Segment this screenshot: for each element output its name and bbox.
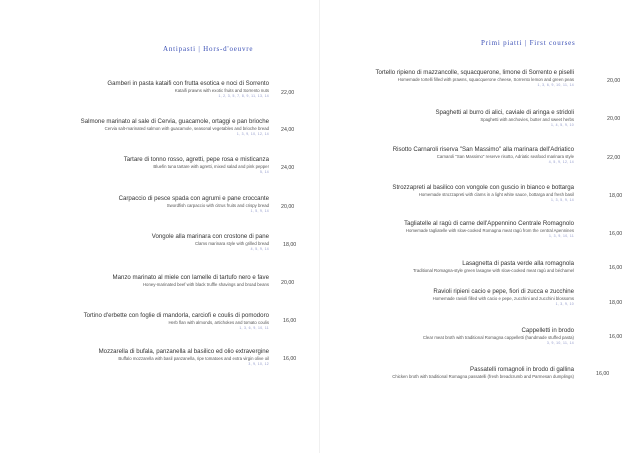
dish-price: 20,00 (281, 204, 295, 210)
dish-name: Passatelli romagnoli in brodo di gallina (470, 366, 574, 373)
dish-price: 24,00 (281, 127, 295, 133)
dish-price: 16,00 (283, 356, 297, 362)
dish-allergens: 1, 3, 9, 10 (555, 302, 574, 306)
dish-translation: Kataifi prawns with exotic fruits and Sorrento nuts (174, 88, 269, 93)
dish-price: 20,00 (607, 78, 621, 84)
dish-name: Tagliatelle al ragù di carne dell'Appennino Centrale Romagnolo (404, 220, 574, 227)
page-divider (319, 0, 320, 453)
menu-item (404, 220, 574, 239)
dish-allergens: 1, 3, 9, 10, 12, 14 (236, 132, 269, 136)
dish-name: Tortino d'erbette con foglie di mandorla, carciofi e coulis di pomodoro (83, 312, 269, 319)
dish-translation: Chicken broth with traditional Romagna passatelli (fresh breadcrumb and Parmesan dumplings) (392, 374, 574, 379)
dish-name: Mozzarella di bufala, panzanella al basilico ed olio extravergine (98, 348, 269, 355)
section-title-primi: Primi piatti | First courses (481, 39, 576, 47)
dish-allergens: 1, 3, 6, 9, 10, 11, 14 (537, 83, 574, 87)
menu-item (376, 69, 575, 88)
menu-item (433, 288, 574, 307)
dish-translation: Clear meat broth with traditional Romagna cappelletti (handmade stuffed pasta) (422, 335, 574, 340)
dish-allergens: 1, 3, 6, 9, 10, 11 (239, 326, 269, 330)
dish-translation: Herb flan with almonds, artichokes and tomato coulis (168, 320, 269, 325)
dish-price: 16,00 (283, 318, 297, 324)
dish-allergens: 1, 5, 9, 14 (250, 209, 269, 213)
dish-translation: Homemade tortelli filled with prawns, squacquerone cheese, Sorrento lemon and green peas (397, 77, 574, 82)
dish-allergens: 3, 9, 10, 11, 14 (546, 341, 574, 345)
dish-translation: Carnaroli "San Massimo" reserve risotto, Adriatic seafood marinara style (436, 154, 574, 159)
dish-translation: Buffalo mozzarella with basil panzanella, ripe tomatoes and extra virgin olive oil (118, 356, 269, 361)
dish-name: Cappelletti in brodo (521, 327, 574, 334)
dish-translation: Bluefin tuna tartare with agretti, mixed salad and pink pepper (153, 164, 269, 169)
dish-price: 18,00 (609, 193, 623, 199)
dish-translation: Clams marinara style with grilled bread (194, 241, 269, 246)
dish-price: 20,00 (281, 280, 295, 286)
menu-item (107, 80, 269, 99)
dish-allergens: 1, 2, 3, 5, 7, 8, 9, 11, 13, 14 (218, 94, 269, 98)
dish-name: Salmone marinato al sale di Cervia, guacamole, ortaggi e pan brioche (80, 118, 269, 125)
dish-name: Vongole alla marinara con crostone di pane (151, 233, 269, 240)
dish-price: 16,00 (609, 334, 623, 340)
dish-allergens: 4, 5, 9, 12, 14 (548, 160, 574, 164)
dish-allergens: 5, 14 (259, 170, 269, 174)
dish-name: Tartare di tonno rosso, agretti, pepe rosa e misticanza (123, 156, 269, 163)
dish-name: Risotto Carnaroli riserva "San Massimo" alla marinara dell'Adriatico (392, 146, 574, 153)
dish-translation: Honey-marinated beef with black truffle shavings and broad beans (142, 282, 269, 287)
dish-price: 24,00 (281, 165, 295, 171)
dish-name: Ravioli ripieni cacio e pepe, fiori di zucca e zucchine (433, 288, 574, 295)
menu-item (84, 312, 269, 331)
dish-name: Spaghetti al burro di alici, caviale di aringa e stridoli (435, 109, 574, 116)
dish-price: 22,00 (281, 90, 295, 96)
dish-name: Carpaccio di pesce spada con agrumi e pane croccante (118, 195, 269, 202)
dish-price: 16,00 (596, 371, 610, 377)
dish-translation: Homemade ravioli filled with cacio e pepe, zucchini and zucchini blossoms (432, 296, 574, 301)
menu-item (392, 366, 574, 380)
dish-name: Tortello ripieno di mazzancolle, squacquerone, limone di Sorrento e piselli (375, 69, 574, 76)
menu-item (413, 260, 574, 274)
dish-allergens: 1, 4, 5, 9, 10 (550, 123, 574, 127)
dish-price: 18,00 (283, 242, 297, 248)
dish-allergens: 3, 9, 10, 12 (248, 362, 269, 366)
menu-item (152, 233, 269, 252)
menu-item (81, 118, 269, 137)
menu-item (119, 195, 269, 214)
menu-item (124, 156, 269, 175)
dish-price: 18,00 (609, 300, 623, 306)
dish-translation: Homemade tagliatelle with slow-cooked Romagna meat ragù from the central Apennines (405, 228, 574, 233)
dish-name: Manzo marinato al miele con lamelle di tartufo nero e fave (112, 274, 269, 281)
menu-item (113, 274, 270, 288)
dish-price: 16,00 (609, 265, 623, 271)
dish-price: 22,00 (607, 155, 621, 161)
dish-translation: Homemade strozzapreti with clams in a light white sauce, bottarga and fresh basil (418, 192, 574, 197)
dish-name: Strozzapreti al basilico con vongole con guscio in bianco e bottarga (392, 184, 574, 191)
section-title-antipasti: Antipasti | Hors-d'oeuvre (163, 45, 254, 53)
menu-item (435, 109, 574, 128)
menu-item (99, 348, 269, 367)
dish-allergens: 1, 3, 9, 10, 11 (549, 234, 574, 238)
dish-allergens: 1, 3, 5, 9, 14 (550, 198, 574, 202)
menu-item (393, 146, 574, 165)
dish-name: Gamberi in pasta kataifi con frutta esotica e noci di Sorrento (107, 80, 269, 87)
dish-translation: Cervia salt-marinated salmon with guacamole, seasonal vegetables and brioche bread (104, 126, 269, 131)
dish-allergens: 4, 5, 9, 14 (250, 247, 269, 251)
dish-translation: Traditional Romagna-style green lasagne with slow-cooked meat ragù and béchamel (412, 268, 574, 273)
menu-item (392, 184, 574, 203)
dish-price: 16,00 (609, 231, 623, 237)
dish-translation: Swordfish carpaccio with citrus fruits and crispy bread (166, 203, 269, 208)
dish-name: Lasagnetta di pasta verde alla romagnola (462, 260, 574, 267)
dish-price: 20,00 (607, 116, 621, 122)
dish-translation: Spaghetti with anchovies, butter and sweet herbs (480, 117, 574, 122)
menu-item (423, 327, 574, 346)
